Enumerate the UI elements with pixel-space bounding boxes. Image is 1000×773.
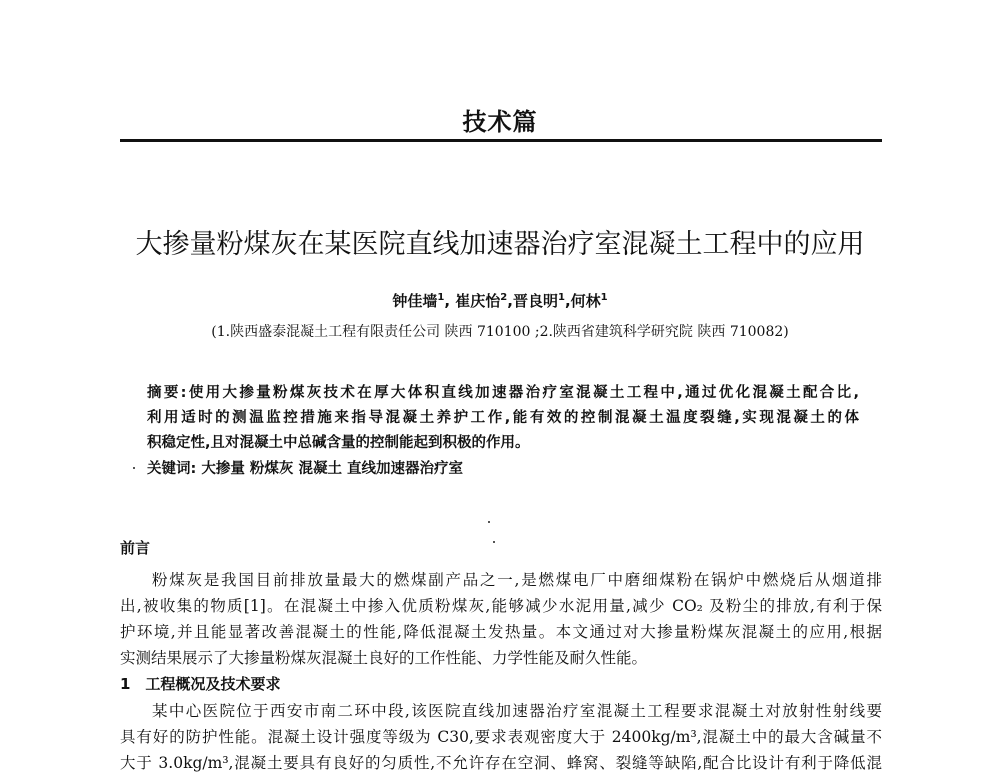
article-title: 大掺量粉煤灰在某医院直线加速器治疗室混凝土工程中的应用 [135,229,865,260]
author: 崔庆怡 [455,292,501,310]
body-line: 出,被收集的物质[1]。在混凝土中掺入优质粉煤灰,能够减少水泥用量,减少 CO₂ 及粉尘的排放,有利于保 [120,597,882,615]
header-rule [120,139,882,142]
author: 晋良明 [512,292,558,310]
body-line: 实测结果展示了大掺量粉煤灰混凝土良好的工作性能、力学性能及耐久性能。 [120,649,648,667]
body-line: 某中心医院位于西安市南二环中段,该医院直线加速器治疗室混凝土工程要求混凝土对放射性射线要 [152,702,882,720]
scan-speck [493,541,495,543]
author: 何林 [570,292,601,310]
body-line: 粉煤灰是我国目前排放量最大的燃煤副产品之一,是燃煤电厂中磨细煤粉在锅炉中燃烧后从烟道排 [152,571,882,589]
affiliation-mark: 2 [500,292,508,303]
abstract-line: 利用适时的测温监控措施来指导混凝土养护工作,能有效的控制混凝土温度裂缝,实现混凝土的体 [147,410,859,426]
abstract-line: 摘要:使用大掺量粉煤灰技术在厚大体积直线加速器治疗室混凝土工程中,通过优化混凝土配合比, [147,385,859,401]
scan-speck [488,521,490,523]
journal-column-header: 技术篇 [462,108,538,136]
scan-speck [133,467,135,469]
affiliation-mark: 1 [437,292,445,303]
body-line: 具有好的防护性能。混凝土设计强度等级为 C30,要求表观密度大于 2400kg/m³,混凝土中的最大含碱量不 [120,728,882,746]
abstract-line: 积稳定性,且对混凝土中总碱含量的控制能起到积极的作用。 [147,435,530,451]
affiliation-mark: 1 [557,292,565,303]
author-list: 钟佳墙$^1$, 崔庆怡$^2$,晋良明$^1$,何林$^1$ [392,292,608,310]
body-line: 大于 3.0kg/m³,混凝土要具有良好的匀质性,不允许存在空洞、蜂窝、裂缝等缺陷,配合比设计有利于降低混 [120,754,882,772]
keywords: 关键词: 大掺量 粉煤灰 混凝土 直线加速器治疗室 [147,461,463,477]
section-heading: 1 工程概况及技术要求 [120,675,281,693]
section-heading: 前言 [120,539,151,557]
body-line: 护环境,并且能显著改善混凝土的性能,降低混凝土发热量。本文通过对大掺量粉煤灰混凝土的应用,根据 [120,623,882,641]
author: 钟佳墙 [392,292,438,310]
affiliations: (1.陕西盛泰混凝土工程有限责任公司 陕西 710100 ;2.陕西省建筑科学研究院 陕西 710082) [211,324,789,340]
affiliation-mark: 1 [600,292,608,303]
